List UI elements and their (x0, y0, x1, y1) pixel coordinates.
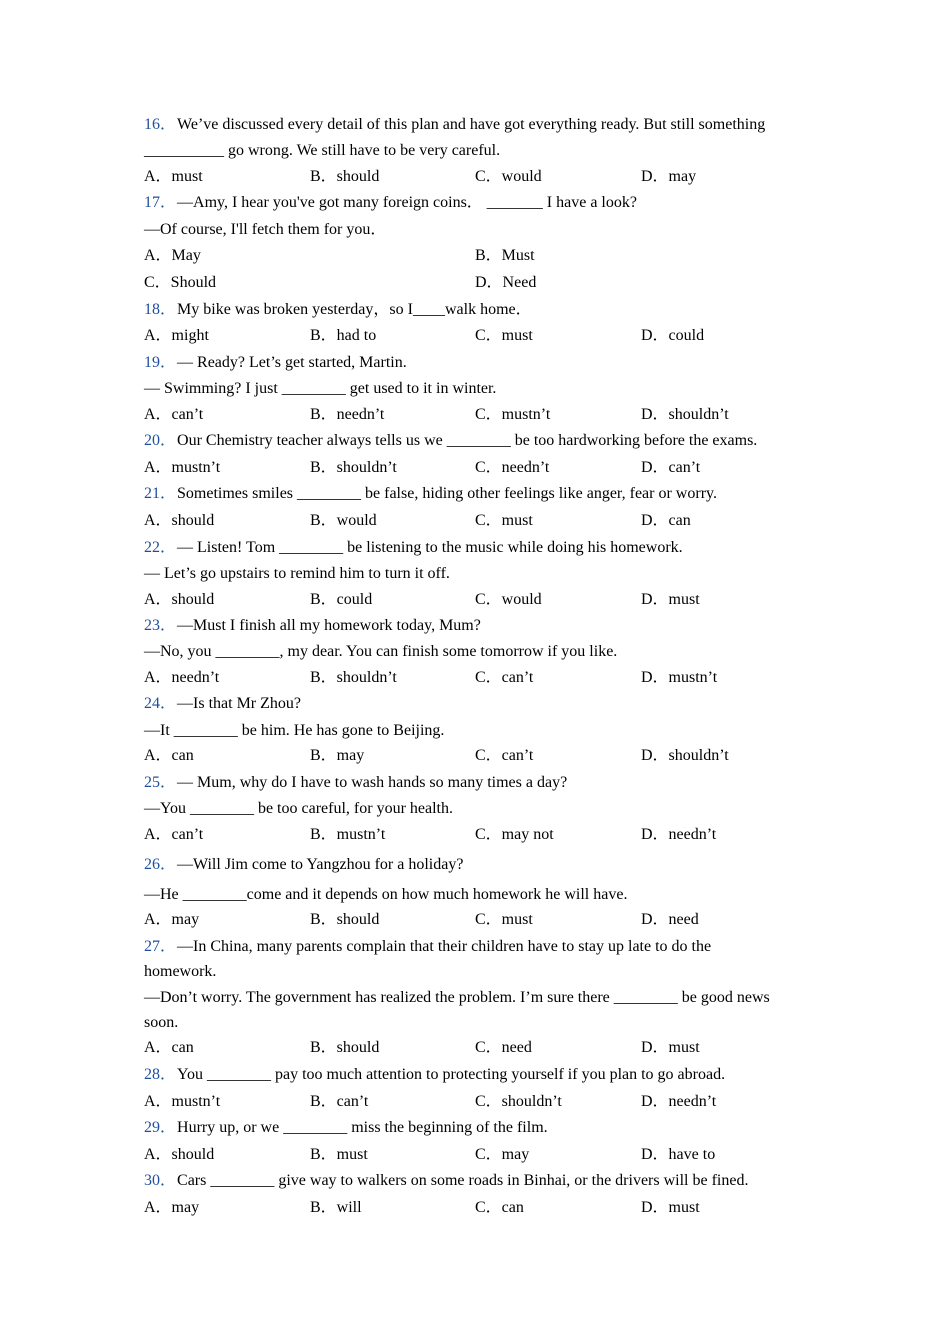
answer-option[interactable]: D．need (641, 911, 699, 928)
question-stem (144, 484, 717, 504)
answer-option[interactable]: D．shouldn’t (641, 747, 729, 764)
answer-option[interactable]: B．needn’t (310, 406, 385, 423)
question-number: 27． (144, 938, 177, 955)
answer-option[interactable]: C．must (475, 512, 533, 529)
answer-option[interactable]: B．should (310, 1039, 380, 1056)
question-text: Sometimes smiles ________ be false, hiding other feelings like anger, fear or worry. (177, 485, 717, 502)
answer-option[interactable]: A．may (144, 1199, 200, 1216)
question-number: 16． (144, 116, 177, 133)
question-number: 28． (144, 1066, 177, 1083)
question-stem (144, 937, 711, 957)
question-number: 22． (144, 539, 177, 556)
question-stem (144, 300, 532, 320)
answer-option[interactable]: B．would (310, 512, 377, 529)
question-stem (144, 431, 757, 451)
answer-option[interactable]: A．can (144, 1039, 194, 1056)
question-text: —You ________ be too careful, for your health. (144, 800, 453, 817)
answer-option[interactable]: A．can’t (144, 826, 204, 843)
question-text: — Ready? Let’s get started, Martin. (177, 354, 407, 371)
question-text: — Let’s go upstairs to remind him to turn it off. (144, 565, 450, 582)
answer-option[interactable]: A．should (144, 1146, 215, 1163)
question-line (144, 1013, 178, 1033)
answer-option[interactable]: B．will (310, 1199, 362, 1216)
answer-option[interactable]: D．must (641, 591, 700, 608)
answer-option[interactable]: C．mustn’t (475, 406, 551, 423)
answer-option[interactable]: B．mustn’t (310, 826, 386, 843)
answer-option[interactable]: B．shouldn’t (310, 459, 397, 476)
question-line (144, 564, 450, 584)
question-number: 29． (144, 1119, 177, 1136)
question-stem (144, 1171, 748, 1191)
answer-option[interactable]: A．should (144, 512, 215, 529)
answer-option[interactable]: D．must (641, 1039, 700, 1056)
question-text: — Mum, why do I have to wash hands so many times a day? (177, 774, 568, 791)
question-stem (144, 353, 407, 373)
question-line (144, 799, 453, 819)
answer-option[interactable]: B．could (310, 591, 373, 608)
question-text: __________ go wrong. We still have to be very careful. (144, 142, 501, 159)
question-text: —Must I finish all my homework today, Mum? (177, 617, 481, 634)
question-text: homework. (144, 963, 217, 980)
question-stem (144, 115, 765, 135)
question-text: —No, you ________, my dear. You can finish some tomorrow if you like. (144, 643, 618, 660)
answer-option[interactable]: C．would (475, 168, 542, 185)
question-stem (144, 855, 463, 875)
question-number: 24． (144, 695, 177, 712)
question-number: 20． (144, 432, 177, 449)
question-stem (144, 773, 567, 793)
answer-option[interactable]: B．should (310, 911, 380, 928)
question-text: Cars ________ give way to walkers on some roads in Binhai, or the drivers will be fined. (177, 1172, 749, 1189)
question-stem (144, 193, 637, 213)
question-number: 25． (144, 774, 177, 791)
question-stem (144, 694, 301, 714)
question-line (144, 379, 496, 399)
answer-option[interactable]: A．May (144, 247, 201, 264)
answer-option[interactable]: D．may (641, 168, 697, 185)
question-text: — Listen! Tom ________ be listening to the music while doing his homework. (177, 539, 683, 556)
answer-option[interactable]: C．shouldn’t (475, 1093, 562, 1110)
question-text: — Swimming? I just ________ get used to it in winter. (144, 380, 497, 397)
answer-option[interactable]: A．may (144, 911, 200, 928)
answer-option[interactable]: B．shouldn’t (310, 669, 397, 686)
question-number: 23． (144, 617, 177, 634)
question-stem (144, 1118, 548, 1138)
answer-option[interactable]: C．must (475, 911, 533, 928)
answer-option[interactable]: D．could (641, 327, 705, 344)
answer-option[interactable]: C．needn’t (475, 459, 550, 476)
question-number: 17． (144, 194, 177, 211)
question-stem (144, 616, 481, 636)
answer-option[interactable]: D．must (641, 1199, 700, 1216)
answer-option[interactable]: A．can (144, 747, 194, 764)
answer-option[interactable]: C．must (475, 327, 533, 344)
answer-option[interactable]: D．needn’t (641, 826, 717, 843)
answer-option[interactable]: D．mustn’t (641, 669, 718, 686)
answer-option[interactable]: D．Need (475, 274, 537, 291)
question-text: —He ________come and it depends on how much homework he will have. (144, 886, 628, 903)
question-line (144, 141, 500, 161)
question-text: —It ________ be him. He has gone to Beijing. (144, 722, 445, 739)
answer-option[interactable]: C．may (475, 1146, 530, 1163)
answer-option[interactable]: C．can’t (475, 747, 534, 764)
question-stem (144, 1065, 725, 1085)
answer-option[interactable]: C．can (475, 1199, 524, 1216)
question-number: 30． (144, 1172, 177, 1189)
answer-option[interactable]: B．had to (310, 327, 377, 344)
answer-option[interactable]: A．needn’t (144, 669, 220, 686)
question-line (144, 220, 386, 240)
answer-option[interactable]: A．mustn’t (144, 459, 221, 476)
question-line (144, 885, 627, 905)
question-number: 21． (144, 485, 177, 502)
question-text: soon. (144, 1014, 179, 1031)
question-number: 19． (144, 354, 177, 371)
question-number: 18． (144, 301, 177, 318)
answer-option[interactable]: D．can (641, 512, 691, 529)
answer-option[interactable]: A．might (144, 327, 209, 344)
answer-option[interactable]: C．Should (144, 274, 217, 291)
answer-option[interactable]: A．can’t (144, 406, 204, 423)
answer-option[interactable]: C．can’t (475, 669, 534, 686)
question-text: We’ve discussed every detail of this plan and have got everything ready. But still something (177, 116, 766, 133)
answer-option[interactable]: D．needn’t (641, 1093, 717, 1110)
answer-option[interactable]: D．shouldn’t (641, 406, 729, 423)
question-line (144, 642, 617, 662)
answer-option[interactable]: C．may not (475, 826, 554, 843)
answer-option[interactable]: B．can’t (310, 1093, 369, 1110)
question-text: —Is that Mr Zhou? (177, 695, 301, 712)
question-line (144, 721, 444, 741)
question-line (144, 962, 216, 982)
answer-option[interactable]: B．Must (475, 247, 535, 264)
question-text: Our Chemistry teacher always tells us we ________ be too hardworking before the exams. (177, 432, 758, 449)
question-number: 26． (144, 856, 177, 873)
question-text: My bike was broken yesterday，so I____walk home． (177, 301, 532, 318)
question-text: —Will Jim come to Yangzhou for a holiday? (177, 856, 464, 873)
answer-option[interactable]: C．would (475, 591, 542, 608)
answer-option[interactable]: A．should (144, 591, 215, 608)
question-text: —Of course, I'll fetch them for you． (144, 221, 387, 238)
answer-option[interactable]: A．must (144, 168, 203, 185)
question-stem (144, 538, 683, 558)
answer-option[interactable]: C．need (475, 1039, 532, 1056)
question-text: —Amy, I hear you've got many foreign coins． _______ I have a look? (177, 194, 637, 211)
question-text: —In China, many parents complain that their children have to stay up late to do the (177, 938, 712, 955)
question-text: You ________ pay too much attention to protecting yourself if you plan to go abroad. (177, 1066, 726, 1083)
answer-option[interactable]: B．may (310, 747, 365, 764)
answer-option[interactable]: B．should (310, 168, 380, 185)
answer-option[interactable]: B．must (310, 1146, 368, 1163)
question-line (144, 988, 770, 1008)
answer-option[interactable]: D．can’t (641, 459, 701, 476)
answer-option[interactable]: D．have to (641, 1146, 716, 1163)
question-text: —Don’t worry. The government has realized the problem. I’m sure there ________ be good news (144, 989, 770, 1006)
question-text: Hurry up, or we ________ miss the beginning of the film. (177, 1119, 548, 1136)
answer-option[interactable]: A．mustn’t (144, 1093, 221, 1110)
